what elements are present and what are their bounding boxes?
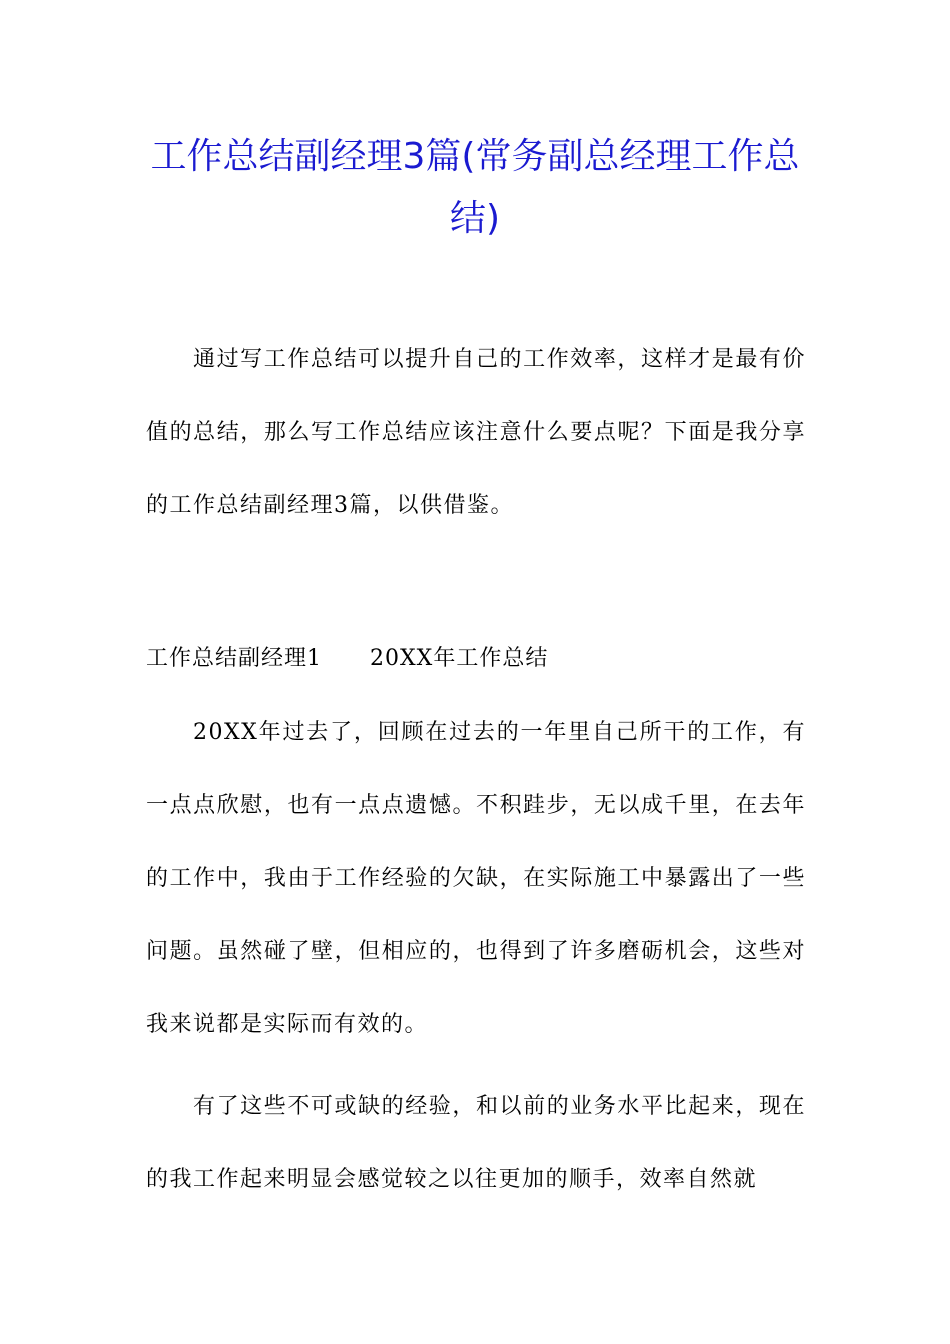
document-title: 工作总结副经理3篇(常务副总经理工作总结)	[150, 136, 800, 239]
intro-paragraph: 通过写工作总结可以提升自己的工作效率，这样才是最有价值的总结，那么写工作总结应该注意什么要点呢？下面是我分享的工作总结副经理3篇，以供借鉴。	[146, 347, 806, 518]
section-heading	[146, 622, 806, 695]
section-heading-sub: 20XX年工作总结	[370, 646, 549, 671]
section-heading-main: 工作总结副经理1	[146, 646, 322, 671]
body-paragraph: 有了这些不可或缺的经验，和以前的业务水平比起来，现在的我工作起来明显会感觉较之以往更加的顺手，效率自然就	[146, 1094, 806, 1192]
body-paragraph: 20XX年过去了，回顾在过去的一年里自己所干的工作，有一点点欣慰，也有一点点遗憾。不积跬步，无以成千里，在去年的工作中，我由于工作经验的欠缺，在实际施工中暴露出了一些问题。虽然碰了壁，但相应的，也得到了许多磨砺机会，这些对我来说都是实际而有效的。	[146, 720, 806, 1037]
